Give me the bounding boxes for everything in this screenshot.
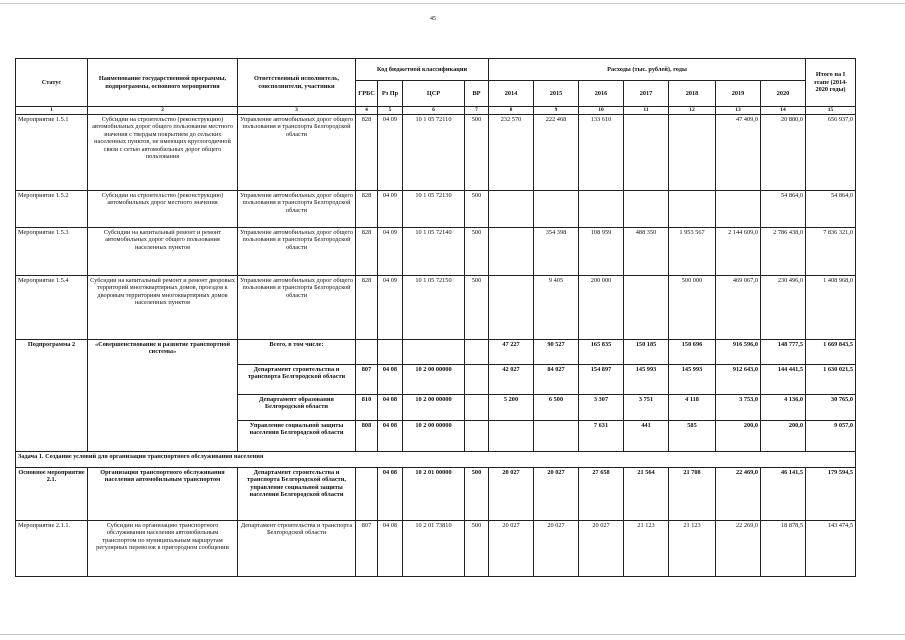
row-2017 — [624, 276, 669, 340]
row-vr: 500 — [465, 191, 489, 228]
row-rzpr: 04 08 — [378, 468, 403, 521]
subprogram-2017: 3 751 — [624, 395, 669, 421]
row-total: 54 864,0 — [806, 191, 856, 228]
subprogram-executor: Департамент образования Белгородской области — [238, 395, 356, 421]
subprogram-2014: 5 200 — [489, 395, 534, 421]
row-2014 — [489, 191, 534, 228]
row-vr: 500 — [465, 468, 489, 521]
subprogram-grbs: 810 — [356, 395, 378, 421]
row-executor: Департамент строительства и транспорта Белгородской области, управление социальной защиты населения Белгородской области — [238, 468, 356, 521]
row-2017: 21 564 — [624, 468, 669, 521]
row-2015 — [534, 191, 579, 228]
row-2018 — [669, 115, 716, 191]
subprogram-2020: 200,0 — [761, 421, 806, 452]
subprogram-2014 — [489, 421, 534, 452]
header-status: Статус — [16, 59, 88, 107]
column-number: 3 — [238, 107, 356, 115]
row-rzpr: 04 08 — [378, 521, 403, 577]
row-2019: 469 067,0 — [716, 276, 761, 340]
subprogram-csr: 10 2 00 00000 — [403, 395, 465, 421]
subprogram-executor: Всего, в том числе: — [238, 340, 356, 365]
subprogram-executor: Управление социальной защиты населения Белгородской области — [238, 421, 356, 452]
subprogram-2017: 150 185 — [624, 340, 669, 365]
subprogram-rzpr: 04 08 — [378, 421, 403, 452]
row-2020: 20 880,0 — [761, 115, 806, 191]
subprogram-total: 9 057,0 — [806, 421, 856, 452]
subprogram-rzpr: 04 08 — [378, 395, 403, 421]
row-grbs — [356, 468, 378, 521]
subprogram-csr: 10 2 00 00000 — [403, 421, 465, 452]
header-rzpr: Рз Пр — [378, 81, 403, 107]
column-number: 10 — [579, 107, 624, 115]
main-event-row — [16, 468, 856, 521]
table-row — [16, 191, 856, 228]
row-executor: Управление автомобильных дорог общего пользования и транспорта Белгородской области — [238, 115, 356, 191]
row-2019: 22 469,0 — [716, 468, 761, 521]
row-2017 — [624, 191, 669, 228]
subprogram-2019: 912 643,0 — [716, 365, 761, 395]
header-year: 2019 — [716, 81, 761, 107]
row-total: 143 474,5 — [806, 521, 856, 577]
table-row — [16, 228, 856, 276]
row-grbs: 828 — [356, 276, 378, 340]
header-grbs: ГРБС — [356, 81, 378, 107]
row-2018: 21 123 — [669, 521, 716, 577]
row-2015: 20 027 — [534, 521, 579, 577]
subprogram-2020: 144 441,5 — [761, 365, 806, 395]
row-2020: 46 141,5 — [761, 468, 806, 521]
row-2019 — [716, 191, 761, 228]
row-2015: 20 027 — [534, 468, 579, 521]
row-csr: 10 2 01 73810 — [403, 521, 465, 577]
row-grbs: 828 — [356, 228, 378, 276]
header-year: 2017 — [624, 81, 669, 107]
row-2016: 133 610 — [579, 115, 624, 191]
subprogram-2016: 7 631 — [579, 421, 624, 452]
row-2017: 488 350 — [624, 228, 669, 276]
subprogram-rzpr — [378, 340, 403, 365]
row-csr: 10 1 05 72130 — [403, 191, 465, 228]
column-number: 13 — [716, 107, 761, 115]
row-2018 — [669, 191, 716, 228]
task-title: Задача 1. Создание условий для организации транспортного обслуживания населения — [16, 452, 856, 468]
subprogram-2016: 154 897 — [579, 365, 624, 395]
row-vr: 500 — [465, 276, 489, 340]
row-grbs: 807 — [356, 521, 378, 577]
header-year: 2014 — [489, 81, 534, 107]
column-number: 12 — [669, 107, 716, 115]
row-2019: 22 269,0 — [716, 521, 761, 577]
subprogram-vr — [465, 395, 489, 421]
column-number-row — [16, 107, 856, 115]
subprogram-csr: 10 2 00 00000 — [403, 365, 465, 395]
subprogram-2020: 148 777,5 — [761, 340, 806, 365]
subprogram-grbs — [356, 340, 378, 365]
row-2016 — [579, 191, 624, 228]
row-csr: 10 1 05 72150 — [403, 276, 465, 340]
header-total: Итого на I этапе (2014-2020 годы) — [806, 59, 856, 107]
row-csr: 10 2 01 00000 — [403, 468, 465, 521]
row-executor: Управление автомобильных дорог общего пользования и транспорта Белгородской области — [238, 276, 356, 340]
row-total: 179 594,5 — [806, 468, 856, 521]
row-vr: 500 — [465, 115, 489, 191]
row-2020: 54 864,0 — [761, 191, 806, 228]
subprogram-vr — [465, 365, 489, 395]
row-2015: 9 405 — [534, 276, 579, 340]
row-executor: Управление автомобильных дорог общего пользования и транспорта Белгородской области — [238, 228, 356, 276]
column-number: 8 — [489, 107, 534, 115]
row-2015: 354 398 — [534, 228, 579, 276]
column-number: 5 — [378, 107, 403, 115]
row-2020: 230 496,0 — [761, 276, 806, 340]
column-number: 11 — [624, 107, 669, 115]
row-2016: 20 027 — [579, 521, 624, 577]
subprogram-2018: 150 696 — [669, 340, 716, 365]
row-2016: 108 959 — [579, 228, 624, 276]
subprogram-2018: 145 993 — [669, 365, 716, 395]
row-total: 7 836 321,0 — [806, 228, 856, 276]
subprogram-grbs: 808 — [356, 421, 378, 452]
table-row — [16, 521, 856, 577]
row-csr: 10 1 05 72110 — [403, 115, 465, 191]
header-year: 2016 — [579, 81, 624, 107]
header-vr: ВР — [465, 81, 489, 107]
page-number: 45 — [430, 16, 436, 22]
row-name: Субсидии на строительство (реконструкцию) автомобильных дорог местного значения — [88, 191, 238, 228]
subprogram-2017: 145 993 — [624, 365, 669, 395]
table-row — [16, 115, 856, 191]
row-2018: 500 000 — [669, 276, 716, 340]
subprogram-2018: 585 — [669, 421, 716, 452]
subprogram-2019: 3 753,0 — [716, 395, 761, 421]
column-number: 4 — [356, 107, 378, 115]
subprogram-2017: 441 — [624, 421, 669, 452]
row-csr: 10 1 05 72140 — [403, 228, 465, 276]
row-grbs: 828 — [356, 191, 378, 228]
row-name: Субсидии на строительство (реконструкцию) автомобильных дорог общего пользования местного значения с твердым покрытием до сельских населенных пунктов, не имеющих круглогодичной связи с сетью автомобильных дорог общего пользования — [88, 115, 238, 191]
row-status: Мероприятие 1.5.1 — [16, 115, 88, 191]
subprogram-2015: 6 500 — [534, 395, 579, 421]
column-number: 14 — [761, 107, 806, 115]
subprogram-executor: Департамент строительства и транспорта Белгородской области — [238, 365, 356, 395]
row-name: Субсидии на организацию транспортного обслуживания населения автомобильным транспортом по муниципальным маршрутам регулярных перевозок в пригородном сообщении — [88, 521, 238, 577]
scan-edge-line — [0, 634, 905, 635]
row-rzpr: 04 09 — [378, 276, 403, 340]
column-number: 6 — [403, 107, 465, 115]
row-2014 — [489, 228, 534, 276]
column-number: 7 — [465, 107, 489, 115]
column-number: 9 — [534, 107, 579, 115]
subprogram-2016: 165 835 — [579, 340, 624, 365]
row-status: Мероприятие 1.5.2 — [16, 191, 88, 228]
row-2016: 27 658 — [579, 468, 624, 521]
row-status: Мероприятие 1.5.3 — [16, 228, 88, 276]
subprogram-2016: 3 307 — [579, 395, 624, 421]
subprogram-row — [16, 340, 856, 365]
subprogram-2019: 916 596,0 — [716, 340, 761, 365]
row-status: Мероприятие 1.5.4 — [16, 276, 88, 340]
subprogram-2014: 42 027 — [489, 365, 534, 395]
row-total: 1 408 968,0 — [806, 276, 856, 340]
row-name: Субсидии на капитальный ремонт и ремонт автомобильных дорог общего пользования населенных пунктов — [88, 228, 238, 276]
column-number: 1 — [16, 107, 88, 115]
row-name: Организация транспортного обслуживания населения автомобильным транспортом — [88, 468, 238, 521]
row-rzpr: 04 09 — [378, 191, 403, 228]
subprogram-2015: 90 527 — [534, 340, 579, 365]
subprogram-2018: 4 118 — [669, 395, 716, 421]
subprogram-2014: 47 227 — [489, 340, 534, 365]
row-2014: 20 027 — [489, 521, 534, 577]
task-row — [16, 452, 856, 468]
subprogram-2015: 84 027 — [534, 365, 579, 395]
subprogram-total: 1 630 021,5 — [806, 365, 856, 395]
header-budget-code: Код бюджетной классификации — [356, 59, 489, 81]
row-2016: 200 000 — [579, 276, 624, 340]
row-status: Основное мероприятие 2.1. — [16, 468, 88, 521]
budget-table — [15, 58, 856, 577]
row-rzpr: 04 09 — [378, 115, 403, 191]
row-name: Субсидии на капитальный ремонт и ремонт дворовых территорий многоквартирных домов, проездов к дворовым территориям многоквартирных домов населенных пунктов — [88, 276, 238, 340]
subprogram-name: «Совершенствование и развитие транспортной системы» — [88, 340, 238, 452]
row-2019: 2 144 609,0 — [716, 228, 761, 276]
scan-edge-line — [0, 3, 905, 4]
row-2018: 1 953 567 — [669, 228, 716, 276]
row-2015: 222 468 — [534, 115, 579, 191]
row-executor: Управление автомобильных дорог общего пользования и транспорта Белгородской области — [238, 191, 356, 228]
row-2014: 20 027 — [489, 468, 534, 521]
row-grbs: 828 — [356, 115, 378, 191]
row-total: 656 937,0 — [806, 115, 856, 191]
row-2019: 47 409,0 — [716, 115, 761, 191]
row-status: Мероприятие 2.1.1. — [16, 521, 88, 577]
header-year: 2020 — [761, 81, 806, 107]
row-2014 — [489, 276, 534, 340]
subprogram-2019: 200,0 — [716, 421, 761, 452]
subprogram-rzpr: 04 08 — [378, 365, 403, 395]
header-year: 2018 — [669, 81, 716, 107]
row-rzpr: 04 09 — [378, 228, 403, 276]
subprogram-status: Подпрограмма 2 — [16, 340, 88, 452]
row-vr: 500 — [465, 521, 489, 577]
row-2017 — [624, 115, 669, 191]
column-number: 15 — [806, 107, 856, 115]
header-executor: Ответственный исполнитель, соисполнители, участники — [238, 59, 356, 107]
subprogram-grbs: 807 — [356, 365, 378, 395]
header-csr: ЦСР — [403, 81, 465, 107]
row-2014: 232 570 — [489, 115, 534, 191]
subprogram-2015 — [534, 421, 579, 452]
column-number: 2 — [88, 107, 238, 115]
header-name: Наименование государственной программы, подпрограммы, основного мероприятия — [88, 59, 238, 107]
subprogram-2020: 4 136,0 — [761, 395, 806, 421]
row-2020: 18 878,5 — [761, 521, 806, 577]
row-vr: 500 — [465, 228, 489, 276]
subprogram-csr — [403, 340, 465, 365]
header-expenses: Расходы (тыс. рублей), годы — [489, 59, 806, 81]
subprogram-total: 30 765,0 — [806, 395, 856, 421]
row-2020: 2 786 438,0 — [761, 228, 806, 276]
row-2017: 21 123 — [624, 521, 669, 577]
table-row — [16, 276, 856, 340]
row-2018: 21 708 — [669, 468, 716, 521]
subprogram-vr — [465, 421, 489, 452]
subprogram-vr — [465, 340, 489, 365]
row-executor: Департамент строительства и транспорта Белгородской области — [238, 521, 356, 577]
header-year: 2015 — [534, 81, 579, 107]
subprogram-total: 1 669 843,5 — [806, 340, 856, 365]
